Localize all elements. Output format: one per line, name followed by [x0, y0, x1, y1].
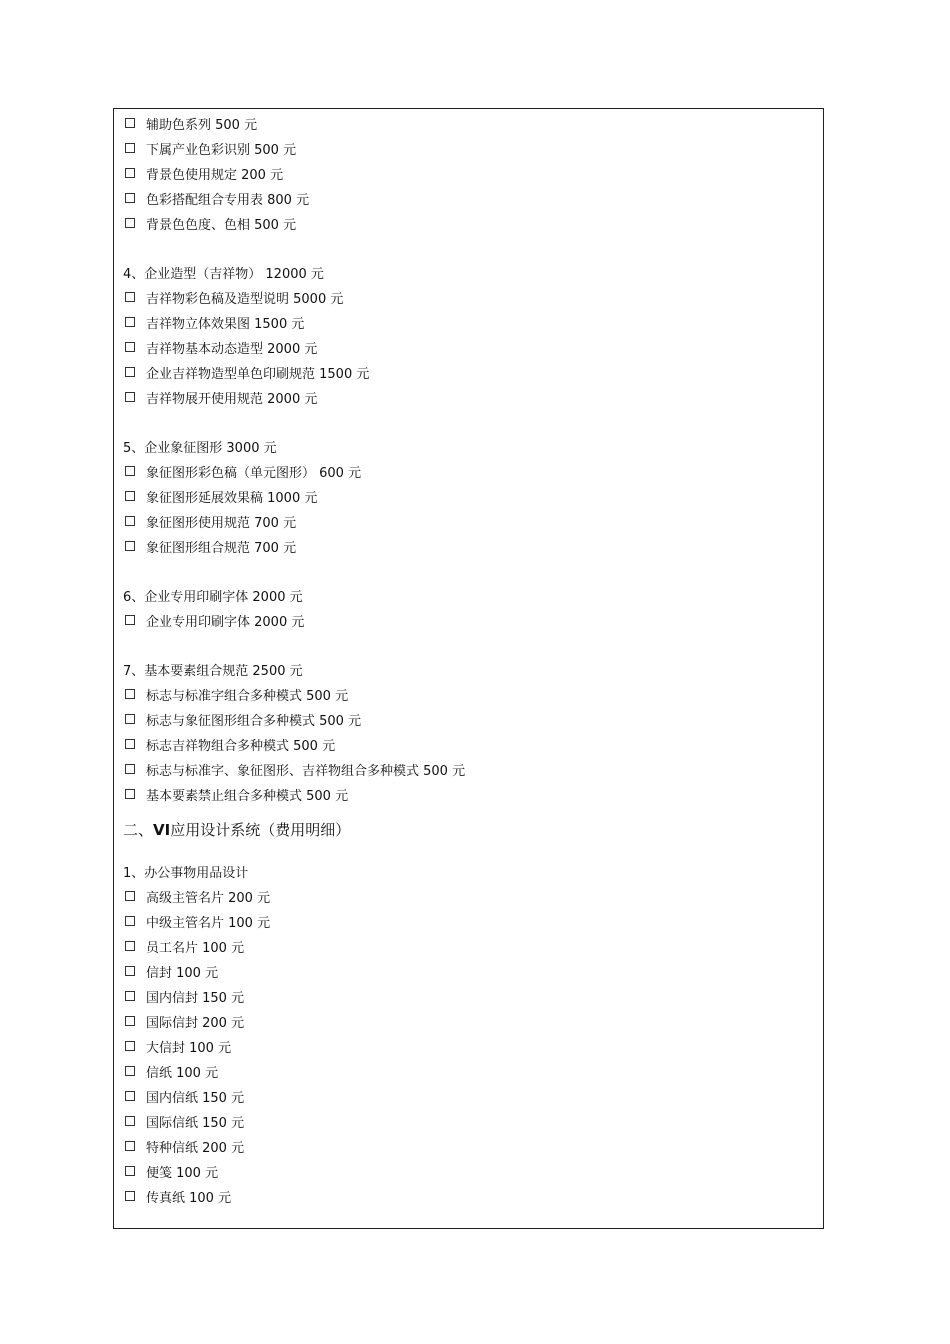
item-label: 便笺 100 元: [146, 1166, 219, 1181]
item-label: 中级主管名片 100 元: [146, 916, 271, 931]
item-label: 背景色色度、色相 500 元: [146, 218, 297, 233]
list-item: [123, 163, 813, 188]
item-label: 信纸 100 元: [146, 1066, 219, 1081]
list-item: [123, 113, 813, 138]
section-heading-office: 1、办公事物用品设计: [123, 866, 249, 881]
item-label: 色彩搭配组合专用表 800 元: [146, 193, 310, 208]
list-item: [123, 362, 813, 387]
list-item: [123, 287, 813, 312]
item-label: 传真纸 100 元: [146, 1191, 232, 1206]
item-label: 吉祥物立体效果图 1500 元: [146, 317, 305, 332]
checkbox[interactable]: [125, 392, 135, 402]
checkbox[interactable]: [125, 1116, 135, 1126]
item-label: 国际信纸 150 元: [146, 1116, 245, 1131]
list-item: [123, 936, 813, 961]
item-label: 大信封 100 元: [146, 1041, 232, 1056]
checkbox[interactable]: [125, 966, 135, 976]
list-item: [123, 511, 813, 536]
checkbox[interactable]: [125, 541, 135, 551]
checkbox[interactable]: [125, 916, 135, 926]
item-label: 企业吉祥物造型单色印刷规范 1500 元: [146, 367, 370, 382]
item-label: 标志与象征图形组合多种模式 500 元: [146, 714, 362, 729]
item-label: 高级主管名片 200 元: [146, 891, 271, 906]
part-heading-vi-application: [123, 817, 813, 843]
item-label: 企业专用印刷字体 2000 元: [146, 615, 305, 630]
list-item: [123, 337, 813, 362]
item-label: 员工名片 100 元: [146, 941, 245, 956]
item-label: 辅助色系列 500 元: [146, 118, 258, 133]
item-label: 象征图形延展效果稿 1000 元: [146, 491, 318, 506]
item-label: 国际信封 200 元: [146, 1016, 245, 1031]
item-label: 国内信封 150 元: [146, 991, 245, 1006]
list-item: [123, 886, 813, 911]
checkbox[interactable]: [125, 891, 135, 901]
checkbox[interactable]: [125, 991, 135, 1001]
checkbox[interactable]: [125, 1066, 135, 1076]
checkbox[interactable]: [125, 1091, 135, 1101]
checkbox[interactable]: [125, 491, 135, 501]
checkbox[interactable]: [125, 1041, 135, 1051]
checkbox[interactable]: [125, 342, 135, 352]
list-item: [123, 1136, 813, 1161]
checkbox[interactable]: [125, 193, 135, 203]
item-label: 象征图形使用规范 700 元: [146, 516, 297, 531]
list-item: [123, 1086, 813, 1111]
checkbox[interactable]: [125, 466, 135, 476]
list-item: [123, 759, 813, 784]
checkbox[interactable]: [125, 317, 135, 327]
color-items-list: [123, 113, 813, 238]
list-item: [123, 911, 813, 936]
item-label: 信封 100 元: [146, 966, 219, 981]
list-item: [123, 387, 813, 412]
list-item: [123, 188, 813, 213]
list-item: [123, 536, 813, 561]
item-label: 吉祥物彩色稿及造型说明 5000 元: [146, 292, 344, 307]
item-label: 吉祥物展开使用规范 2000 元: [146, 392, 318, 407]
list-item: [123, 734, 813, 759]
section-heading-mascot: 4、企业造型（吉祥物） 12000 元: [123, 267, 324, 282]
checkbox[interactable]: [125, 739, 135, 749]
item-label: 背景色使用规定 200 元: [146, 168, 284, 183]
list-item: [123, 1036, 813, 1061]
list-item: [123, 961, 813, 986]
part-heading-prefix: 二、: [123, 820, 154, 839]
list-item: [123, 684, 813, 709]
list-item: [123, 1161, 813, 1186]
spacer: [123, 635, 813, 659]
item-label: 下属产业色彩识别 500 元: [146, 143, 297, 158]
spacer: [123, 238, 813, 262]
list-item: [123, 986, 813, 1011]
checkbox[interactable]: [125, 764, 135, 774]
list-item: [123, 138, 813, 163]
item-label: 标志吉祥物组合多种模式 500 元: [146, 739, 336, 754]
checkbox[interactable]: [125, 168, 135, 178]
list-item: [123, 213, 813, 238]
spacer: [123, 561, 813, 585]
checkbox[interactable]: [125, 292, 135, 302]
item-label: 基本要素禁止组合多种模式 500 元: [146, 789, 349, 804]
checkbox[interactable]: [125, 789, 135, 799]
list-item: [123, 486, 813, 511]
list-item: [123, 1111, 813, 1136]
list-item: [123, 1061, 813, 1086]
checkbox[interactable]: [125, 615, 135, 625]
list-item: [123, 1011, 813, 1036]
item-label: 特种信纸 200 元: [146, 1141, 245, 1156]
item-label: 象征图形彩色稿（单元图形） 600 元: [146, 466, 362, 481]
checkbox[interactable]: [125, 1191, 135, 1201]
spacer: [123, 412, 813, 436]
part-heading-suffix: 应用设计系统（费用明细）: [170, 820, 351, 839]
item-label: 吉祥物基本动态造型 2000 元: [146, 342, 318, 357]
checkbox[interactable]: [125, 143, 135, 153]
checkbox[interactable]: [125, 1166, 135, 1176]
checkbox[interactable]: [125, 941, 135, 951]
section-heading-combination: 7、基本要素组合规范 2500 元: [123, 664, 303, 679]
checkbox[interactable]: [125, 714, 135, 724]
checkbox[interactable]: [125, 1016, 135, 1026]
section-heading-font: 6、企业专用印刷字体 2000 元: [123, 590, 303, 605]
checkbox[interactable]: [125, 118, 135, 128]
checkbox[interactable]: [125, 516, 135, 526]
list-item: [123, 709, 813, 734]
checkbox[interactable]: [125, 367, 135, 377]
item-label: 国内信纸 150 元: [146, 1091, 245, 1106]
item-label: 标志与标准字组合多种模式 500 元: [146, 689, 349, 704]
checkbox[interactable]: [125, 1141, 135, 1151]
checkbox[interactable]: [125, 218, 135, 228]
list-item: [123, 461, 813, 486]
item-label: 标志与标准字、象征图形、吉祥物组合多种模式 500 元: [146, 764, 466, 779]
part-heading-bold: VI: [153, 820, 171, 839]
list-item: [123, 610, 813, 635]
list-item: [123, 784, 813, 809]
checkbox[interactable]: [125, 689, 135, 699]
item-label: 象征图形组合规范 700 元: [146, 541, 297, 556]
section-heading-symbol: 5、企业象征图形 3000 元: [123, 441, 277, 456]
list-item: [123, 1186, 813, 1211]
document-content: [123, 113, 813, 1211]
list-item: [123, 312, 813, 337]
